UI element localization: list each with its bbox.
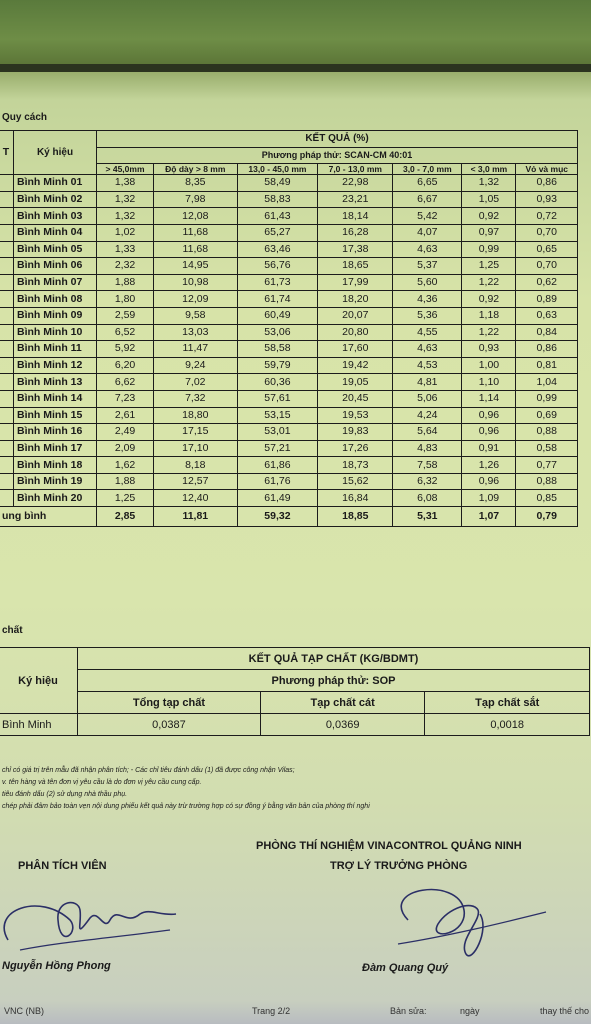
row-value: 1,22 [462,324,516,341]
row-value: 57,21 [237,440,318,457]
table-row [0,374,578,391]
screen-edge [0,64,591,72]
table-row [0,440,578,457]
row-value: 16,28 [318,224,393,241]
row-symbol: Bình Minh 16 [14,424,97,441]
row-value: 5,06 [393,390,462,407]
row-value: 17,10 [154,440,237,457]
row-value: 61,73 [237,274,318,291]
row-value: 1,04 [516,374,578,391]
results-col-header: Độ dày > 8 mm [154,164,237,175]
row-value: 18,73 [318,457,393,474]
row-symbol: Bình Minh 07 [14,274,97,291]
row-value: 12,40 [154,490,237,507]
row-value: 9,58 [154,307,237,324]
row-value: 2,61 [97,407,154,424]
row-value: 0,85 [516,490,578,507]
row-value: 1,32 [97,208,154,225]
row-value: 2,32 [97,258,154,275]
footer-code: VNC (NB) [4,1006,44,1016]
table-row [0,424,578,441]
row-value: 0,99 [462,241,516,258]
row-value: 0,69 [516,407,578,424]
row-symbol: Bình Minh 06 [14,258,97,275]
row-value: 4,53 [393,357,462,374]
row-value: 59,79 [237,357,318,374]
table-row [0,307,578,324]
row-stt-cell [0,374,14,391]
row-value: 17,60 [318,341,393,358]
results-header-main: KẾT QUẢ (%) [97,131,578,148]
table-row [0,191,578,208]
row-value: 23,21 [318,191,393,208]
row-symbol: Bình Minh 02 [14,191,97,208]
row-stt-cell [0,175,14,192]
row-stt-cell [0,191,14,208]
row-value: 1,22 [462,274,516,291]
row-value: 5,92 [97,341,154,358]
row-value: 6,67 [393,191,462,208]
row-stt-cell [0,490,14,507]
row-value: 57,61 [237,390,318,407]
row-value: 5,60 [393,274,462,291]
row-value: 61,49 [237,490,318,507]
row-symbol: Bình Minh 17 [14,440,97,457]
left-signer-name: Nguyễn Hồng Phong [2,960,111,972]
row-value: 6,62 [97,374,154,391]
table-row [0,341,578,358]
row-stt-cell [0,324,14,341]
imp-col-symbol: Ký hiệu [0,648,78,714]
row-value: 0,58 [516,440,578,457]
row-value: 1,33 [97,241,154,258]
row-value: 1,80 [97,291,154,308]
row-symbol: Bình Minh 04 [14,224,97,241]
right-signature-image [368,880,548,970]
row-value: 7,98 [154,191,237,208]
row-symbol: Bình Minh 10 [14,324,97,341]
row-value: 7,23 [97,390,154,407]
row-value: 0,62 [516,274,578,291]
row-value: 11,47 [154,341,237,358]
row-value: 6,52 [97,324,154,341]
row-value: 2,09 [97,440,154,457]
row-value: 0,96 [462,473,516,490]
imp-iron-value: 0,0018 [425,714,590,736]
row-value: 8,18 [154,457,237,474]
row-value: 63,46 [237,241,318,258]
row-value: 19,83 [318,424,393,441]
monitor-bezel [0,0,591,66]
row-value: 0,63 [516,307,578,324]
imp-sand-value: 0,0369 [260,714,425,736]
average-value: 2,85 [97,507,154,527]
row-value: 14,95 [154,258,237,275]
lab-name: PHÒNG THÍ NGHIỆM VINACONTROL QUẢNG NINH [256,840,522,852]
row-value: 0,89 [516,291,578,308]
row-value: 61,74 [237,291,318,308]
row-value: 11,68 [154,224,237,241]
row-value: 0,72 [516,208,578,225]
note-line: chép phải đảm bảo toàn vẹn nội dung phiếu kết quả này trừ trường hợp có sự đồng ý bằng văn bản của phòng thí nghi [2,803,370,810]
row-value: 61,86 [237,457,318,474]
row-symbol: Bình Minh 03 [14,208,97,225]
row-stt-cell [0,307,14,324]
table-row [0,490,578,507]
results-col-header: > 45,0mm [97,164,154,175]
section-title-spec: Quy cách [2,112,48,123]
right-signer-name: Đàm Quang Quý [362,962,449,974]
impurity-table [0,647,590,736]
row-stt-cell [0,241,14,258]
row-value: 20,45 [318,390,393,407]
table-row [0,208,578,225]
footer-replace: thay thế cho [540,1006,590,1016]
results-table [0,130,578,527]
row-value: 2,59 [97,307,154,324]
row-value: 7,32 [154,390,237,407]
row-value: 7,58 [393,457,462,474]
row-value: 0,96 [462,424,516,441]
imp-col-sand: Tạp chất cát [260,692,425,714]
row-value: 6,08 [393,490,462,507]
row-value: 5,64 [393,424,462,441]
row-value: 1,88 [97,473,154,490]
row-value: 0,93 [462,341,516,358]
row-value: 56,76 [237,258,318,275]
row-value: 60,49 [237,307,318,324]
left-signer-title: PHÂN TÍCH VIÊN [18,860,107,872]
table-row [0,175,578,192]
table-row [0,291,578,308]
row-stt-cell [0,440,14,457]
table-row [0,241,578,258]
row-value: 6,32 [393,473,462,490]
document-page [0,72,591,1024]
row-value: 61,43 [237,208,318,225]
imp-header-main: KẾT QUẢ TẠP CHẤT (KG/BDMT) [78,648,590,670]
table-row [0,274,578,291]
imp-header-method: Phương pháp thử: SOP [78,670,590,692]
average-label: ung bình [0,507,97,527]
row-value: 0,88 [516,424,578,441]
row-value: 0,86 [516,341,578,358]
imp-total-value: 0,0387 [78,714,261,736]
footer-page: Trang 2/2 [252,1006,291,1016]
row-value: 0,92 [462,291,516,308]
row-value: 5,42 [393,208,462,225]
row-value: 2,49 [97,424,154,441]
table-row [0,224,578,241]
row-value: 17,15 [154,424,237,441]
left-signature-image [0,880,180,960]
row-symbol: Bình Minh 14 [14,390,97,407]
row-symbol: Bình Minh 13 [14,374,97,391]
row-value: 10,98 [154,274,237,291]
row-value: 1,62 [97,457,154,474]
row-value: 20,07 [318,307,393,324]
row-value: 4,63 [393,241,462,258]
row-value: 19,05 [318,374,393,391]
average-value: 11,81 [154,507,237,527]
row-stt-cell [0,258,14,275]
average-value: 18,85 [318,507,393,527]
row-value: 13,03 [154,324,237,341]
footer-date: ngày [460,1006,480,1016]
results-header-method: Phương pháp thử: SCAN-CM 40:01 [97,147,578,164]
results-col-header: Vỏ và mục [516,164,578,175]
row-value: 1,32 [97,191,154,208]
row-value: 8,35 [154,175,237,192]
row-value: 0,97 [462,224,516,241]
row-stt-cell [0,390,14,407]
row-value: 18,65 [318,258,393,275]
row-stt-cell [0,357,14,374]
average-value: 5,31 [393,507,462,527]
table-row [0,407,578,424]
average-value: 0,79 [516,507,578,527]
row-stt-cell [0,424,14,441]
row-value: 4,63 [393,341,462,358]
table-row [0,357,578,374]
row-stt-cell [0,224,14,241]
row-value: 53,15 [237,407,318,424]
average-value: 1,07 [462,507,516,527]
row-value: 0,86 [516,175,578,192]
row-value: 9,24 [154,357,237,374]
row-stt-cell [0,407,14,424]
row-stt-cell [0,473,14,490]
row-value: 53,01 [237,424,318,441]
row-symbol: Bình Minh 18 [14,457,97,474]
row-value: 4,24 [393,407,462,424]
row-value: 4,07 [393,224,462,241]
row-value: 18,14 [318,208,393,225]
row-value: 1,25 [97,490,154,507]
row-value: 58,58 [237,341,318,358]
row-value: 12,57 [154,473,237,490]
table-row [0,258,578,275]
row-value: 6,65 [393,175,462,192]
row-value: 5,37 [393,258,462,275]
results-body [0,175,578,527]
row-value: 19,53 [318,407,393,424]
row-value: 5,36 [393,307,462,324]
row-symbol: Bình Minh 05 [14,241,97,258]
row-value: 12,09 [154,291,237,308]
row-value: 12,08 [154,208,237,225]
row-value: 0,65 [516,241,578,258]
imp-col-total: Tổng tạp chất [78,692,261,714]
row-value: 1,18 [462,307,516,324]
row-value: 15,62 [318,473,393,490]
row-symbol: Bình Minh 11 [14,341,97,358]
row-value: 60,36 [237,374,318,391]
footer-revision: Bản sửa: [390,1006,427,1016]
row-value: 0,96 [462,407,516,424]
row-value: 0,88 [516,473,578,490]
col-stt: T [0,131,14,175]
imp-row-symbol: Bình Minh [0,714,78,736]
row-value: 17,99 [318,274,393,291]
row-value: 0,77 [516,457,578,474]
row-value: 0,92 [462,208,516,225]
row-value: 1,14 [462,390,516,407]
row-value: 4,83 [393,440,462,457]
row-value: 1,00 [462,357,516,374]
row-value: 0,81 [516,357,578,374]
row-value: 17,26 [318,440,393,457]
average-value: 59,32 [237,507,318,527]
row-symbol: Bình Minh 15 [14,407,97,424]
right-signer-title: TRỢ LÝ TRƯỞNG PHÒNG [330,860,468,872]
row-symbol: Bình Minh 08 [14,291,97,308]
row-value: 1,88 [97,274,154,291]
row-stt-cell [0,341,14,358]
row-symbol: Bình Minh 01 [14,175,97,192]
row-stt-cell [0,457,14,474]
row-stt-cell [0,208,14,225]
row-value: 0,84 [516,324,578,341]
table-row [0,324,578,341]
table-row [0,390,578,407]
row-value: 7,02 [154,374,237,391]
row-symbol: Bình Minh 12 [14,357,97,374]
row-value: 1,05 [462,191,516,208]
note-line: tiêu đánh dấu (2) sử dụng nhà thầu phụ. [2,791,128,798]
row-value: 0,93 [516,191,578,208]
row-symbol: Bình Minh 19 [14,473,97,490]
results-col-header: < 3,0 mm [462,164,516,175]
row-symbol: Bình Minh 09 [14,307,97,324]
results-col-header: 13,0 - 45,0 mm [237,164,318,175]
imp-col-iron: Tạp chất sắt [425,692,590,714]
row-value: 19,42 [318,357,393,374]
row-value: 58,83 [237,191,318,208]
row-value: 0,91 [462,440,516,457]
results-col-header: 3,0 - 7,0 mm [393,164,462,175]
row-value: 0,70 [516,224,578,241]
row-value: 61,76 [237,473,318,490]
row-value: 1,09 [462,490,516,507]
row-value: 58,49 [237,175,318,192]
row-value: 22,98 [318,175,393,192]
row-value: 1,38 [97,175,154,192]
note-line: v. tên hàng và tên đơn vị yêu cầu là do đơn vị yêu cầu cung cấp. [2,779,202,786]
row-value: 1,25 [462,258,516,275]
row-value: 1,32 [462,175,516,192]
table-row [0,457,578,474]
row-value: 65,27 [237,224,318,241]
row-value: 20,80 [318,324,393,341]
note-line: chỉ có giá trị trên mẫu đã nhận phân tích; - Các chỉ tiêu đánh dấu (1) đã được công nhận Vilas; [2,767,295,774]
table-row [0,473,578,490]
results-col-header: 7,0 - 13,0 mm [318,164,393,175]
row-value: 0,99 [516,390,578,407]
row-value: 11,68 [154,241,237,258]
row-value: 4,81 [393,374,462,391]
row-stt-cell [0,291,14,308]
row-value: 18,20 [318,291,393,308]
row-value: 53,06 [237,324,318,341]
row-value: 4,36 [393,291,462,308]
row-value: 1,10 [462,374,516,391]
row-value: 17,38 [318,241,393,258]
row-value: 1,26 [462,457,516,474]
row-value: 18,80 [154,407,237,424]
row-value: 4,55 [393,324,462,341]
row-value: 6,20 [97,357,154,374]
col-symbol: Ký hiệu [14,131,97,175]
row-symbol: Bình Minh 20 [14,490,97,507]
row-value: 16,84 [318,490,393,507]
row-value: 0,70 [516,258,578,275]
average-row [0,507,578,527]
notes [2,765,370,813]
row-value: 1,02 [97,224,154,241]
row-stt-cell [0,274,14,291]
section-title-impurity: chất [2,625,23,636]
